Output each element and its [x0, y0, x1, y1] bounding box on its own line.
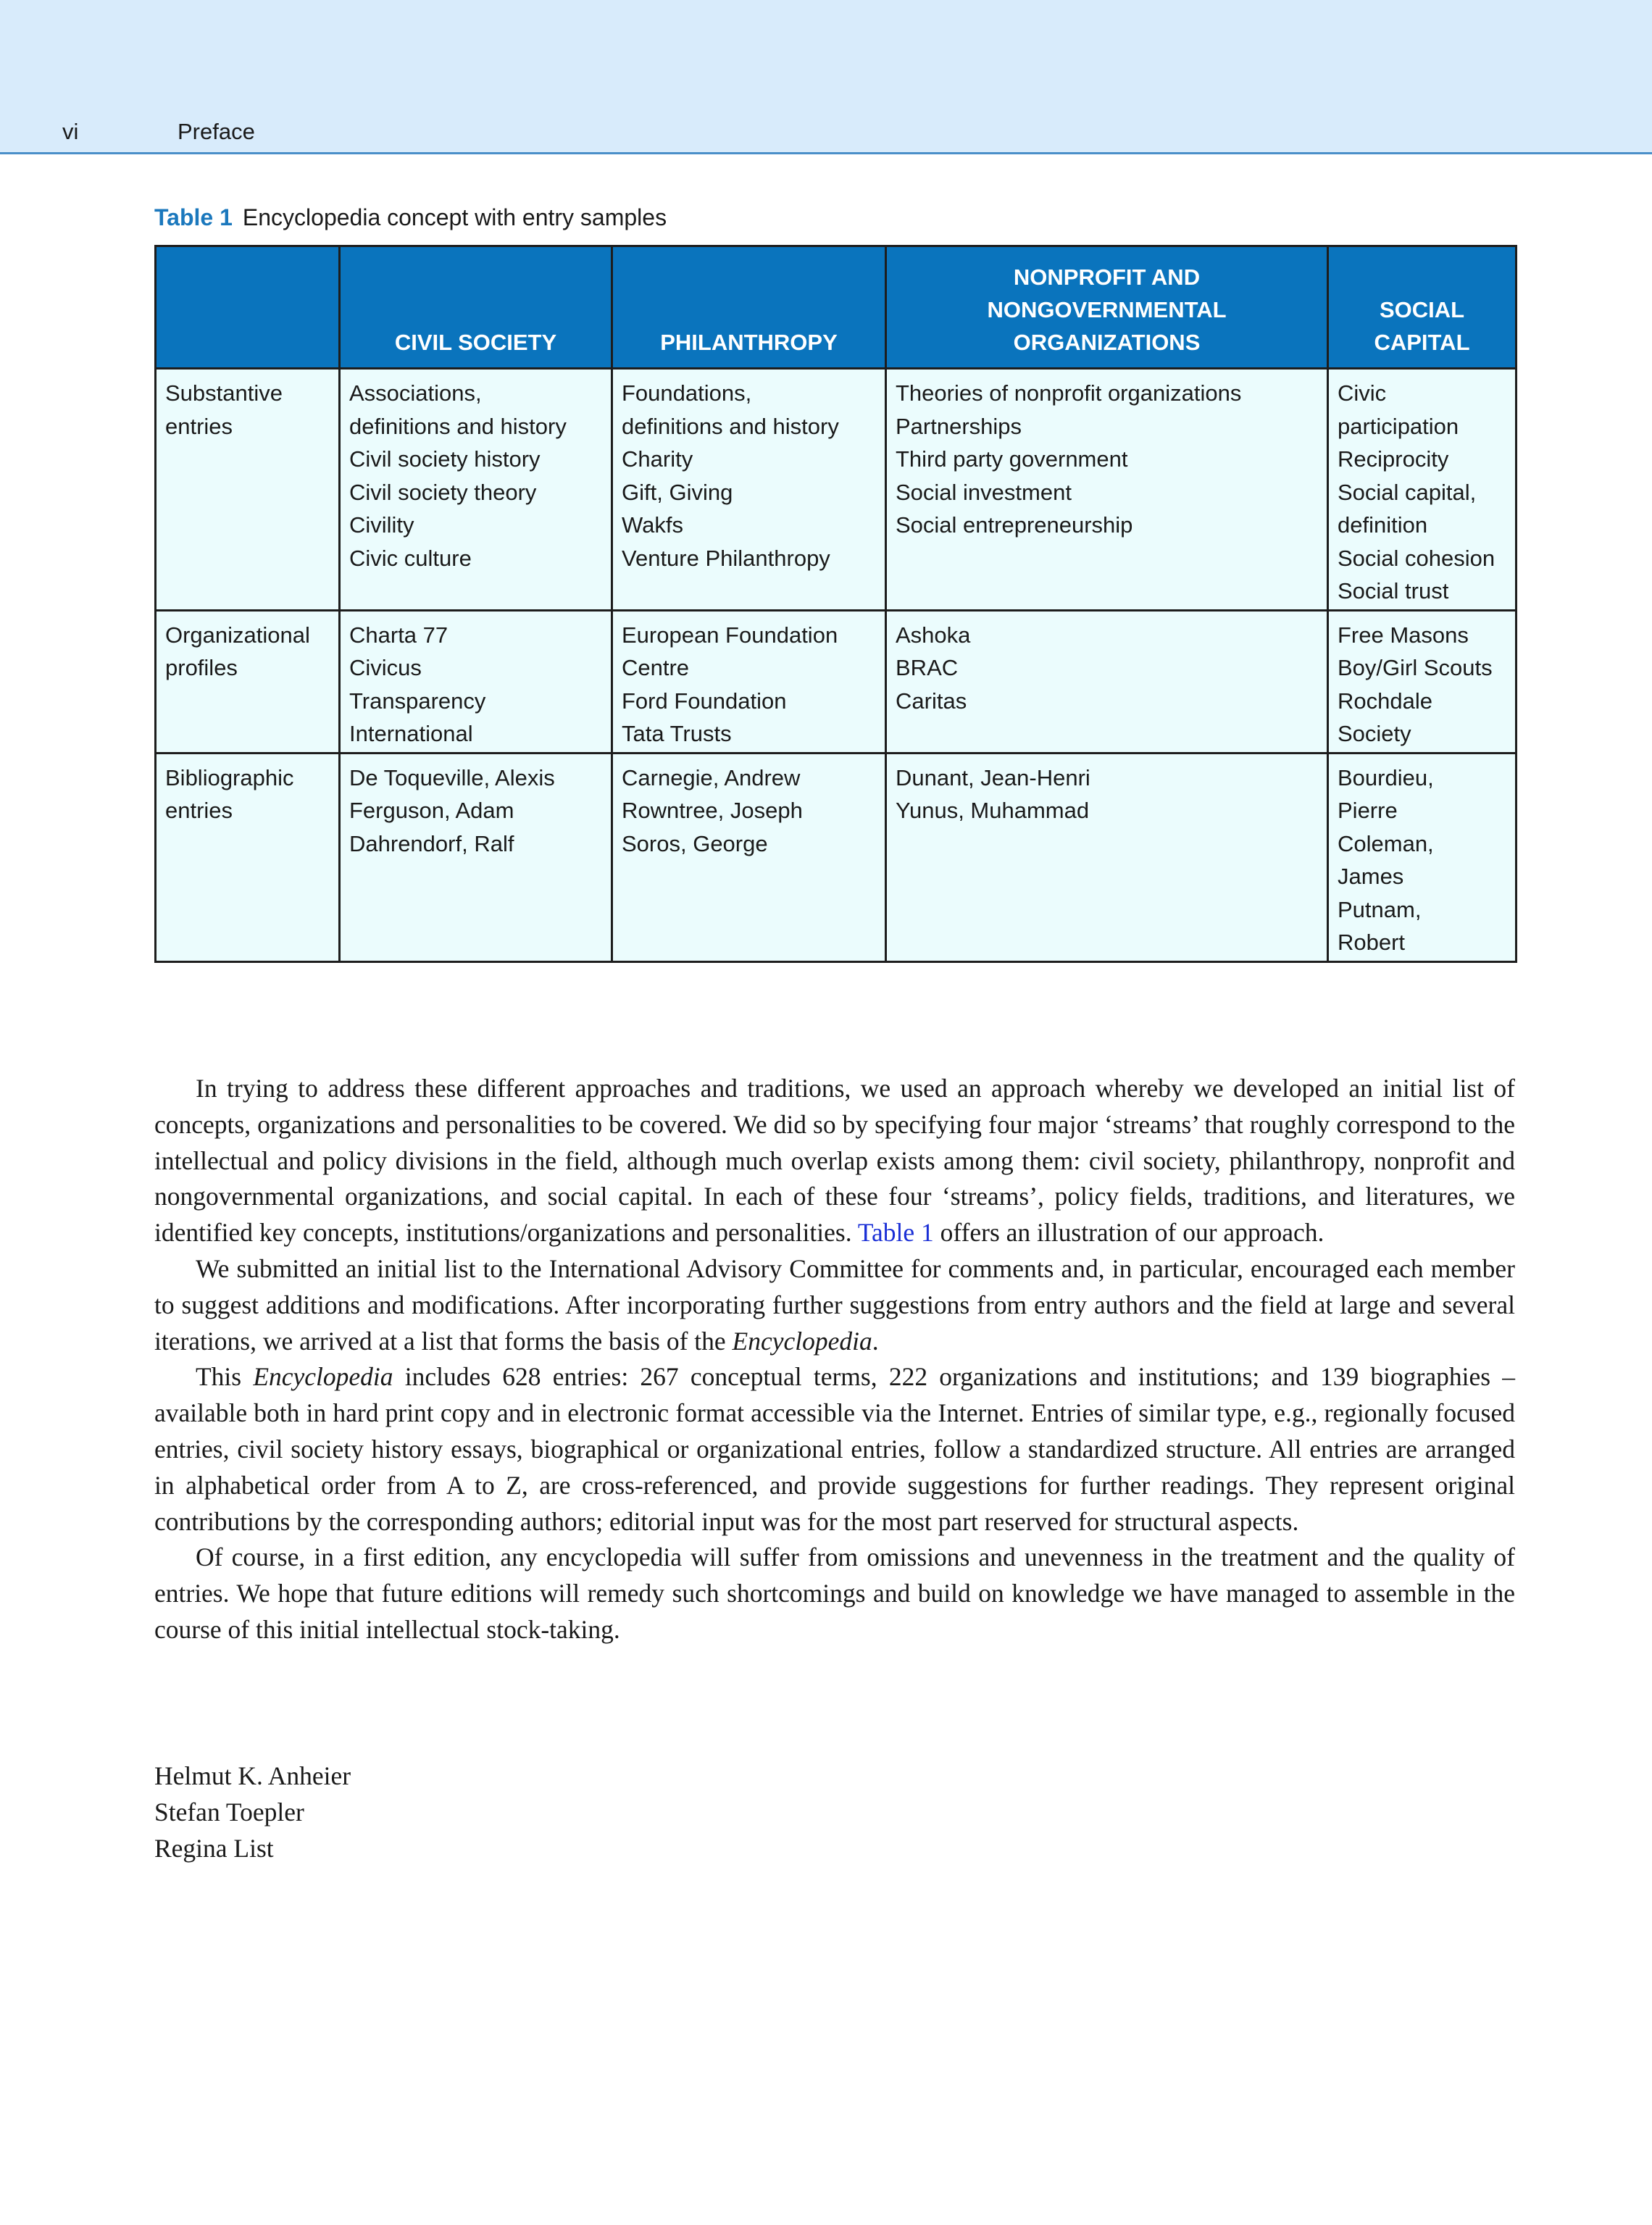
- table-cell: Civic participation Reciprocity Social capital, definition Social cohesion Social trust: [1328, 369, 1517, 611]
- paragraph-3: This Encyclopedia includes 628 entries: 267 conceptual terms, 222 organizations and institutions; and 139 biographies – available both in hard print copy and in electronic format accessible via the Internet. Entries of similar type, e.g., regionally focused entries, civil society history essays, biographical or organizational entries, follow a standardized structure. All entries are arranged in alphabetical order from A to Z, are cross-referenced, and provide suggestions for further readings. They represent original contributions by the corresponding authors; editorial input was for the most part reserved for structural aspects.: [154, 1362, 1515, 1536]
- table-row: [156, 369, 1517, 611]
- row-label: Organizational profiles: [156, 610, 340, 753]
- paragraph-4: Of course, in a first edition, any encyclopedia will suffer from omissions and unevenness in the treatment and the quality of entries. We hope that future editions will remedy such shortcomings and build on knowledge we have managed to assemble in the course of this initial intellectual stock-taking.: [154, 1543, 1515, 1644]
- header-cell-nonprofit: NONPROFIT AND NONGOVERNMENTAL ORGANIZATIONS: [886, 246, 1328, 369]
- table-cell: Free Masons Boy/Girl Scouts Rochdale Society: [1328, 610, 1517, 753]
- table-row: [156, 753, 1517, 961]
- paragraph-2: We submitted an initial list to the International Advisory Committee for comments and, in particular, encouraged each member to suggest additions and modifications. After incorporating further suggestions from entry authors and the field at large and several iterations, we arrived at a list that forms the basis of the Encyclopedia.: [154, 1253, 1515, 1356]
- table-cell: Ashoka BRAC Caritas: [886, 610, 1328, 753]
- table-cell: Theories of nonprofit organizations Partnerships Third party government Social investment Social entrepreneurship: [886, 369, 1328, 611]
- signature-name: Regina List: [154, 1834, 274, 1863]
- table-1-link[interactable]: Table 1: [857, 1218, 934, 1248]
- table-caption: [154, 204, 667, 231]
- row-label: Bibliographic entries: [156, 753, 340, 961]
- table-cell: Associations, definitions and history Civil society history Civil society theory Civility Civic culture: [340, 369, 612, 611]
- row-label: Substantive entries: [156, 369, 340, 611]
- table-cell: Foundations, definitions and history Charity Gift, Giving Wakfs Venture Philanthropy: [612, 369, 886, 611]
- header-cell-social-capital: SOCIAL CAPITAL: [1328, 246, 1517, 369]
- header-cell-philanthropy: PHILANTHROPY: [612, 246, 886, 369]
- table-cell: Charta 77 Civicus Transparency International: [340, 610, 612, 753]
- table-caption-label: Table 1: [154, 204, 233, 230]
- signature-name: Helmut K. Anheier: [154, 1761, 351, 1790]
- preface-body: [154, 1071, 1515, 1648]
- table-header-row: [156, 246, 1517, 369]
- running-head: Preface: [178, 119, 255, 144]
- signature-name: Stefan Toepler: [154, 1798, 304, 1827]
- table-cell: European Foundation Centre Ford Foundation Tata Trusts: [612, 610, 886, 753]
- concepts-table: [154, 245, 1517, 963]
- table-cell: De Toqueville, Alexis Ferguson, Adam Dahrendorf, Ralf: [340, 753, 612, 961]
- header-cell-empty: [156, 246, 340, 369]
- paragraph-1: In trying to address these different approaches and traditions, we used an approach whereby we developed an initial list of concepts, organizations and personalities to be covered. We did so by specifying four major ‘streams’ that roughly correspond to the intellectual and policy divisions in the field, although much overlap exists among them: civil society, philanthropy, nonprofit and nongovernmental organizations, and social capital. In each of these four ‘streams’, policy fields, traditions, and literatures, we identified key concepts, institutions/organizations and personalities. Table 1 offers an illustration of our approach.: [154, 1074, 1515, 1248]
- header-cell-civil-society: CIVIL SOCIETY: [340, 246, 612, 369]
- signature-block: [154, 1758, 351, 1866]
- table-caption-text: Encyclopedia concept with entry samples: [242, 204, 667, 230]
- page-number: vi: [62, 119, 79, 144]
- table-row: [156, 610, 1517, 753]
- table-cell: Carnegie, Andrew Rowntree, Joseph Soros, George: [612, 753, 886, 961]
- table-cell: Dunant, Jean-Henri Yunus, Muhammad: [886, 753, 1328, 961]
- table-cell: Bourdieu, Pierre Coleman, James Putnam, Robert: [1328, 753, 1517, 961]
